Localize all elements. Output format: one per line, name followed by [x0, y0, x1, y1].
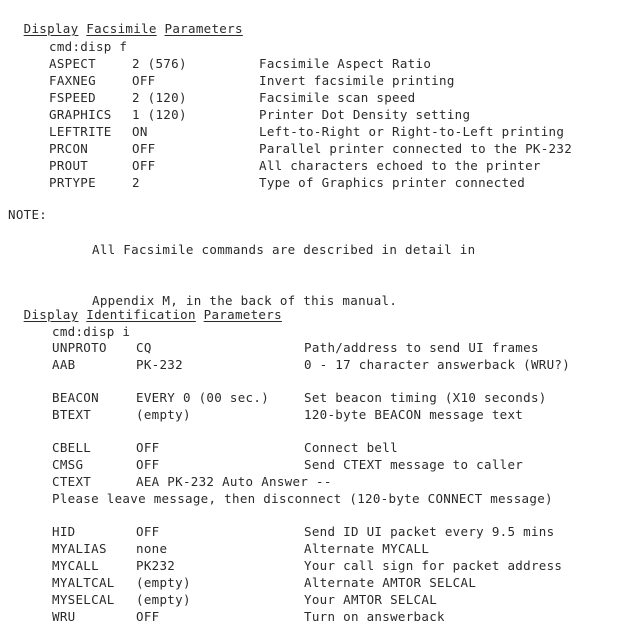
- parameter-desc: 0 - 17 character answerback (WRU?): [304, 357, 571, 372]
- parameter-value: EVERY 0 (00 sec.): [136, 390, 270, 405]
- parameter-name: MYSELCAL: [52, 592, 115, 607]
- parameter-desc: Your AMTOR SELCAL: [304, 592, 438, 607]
- id-command: cmd:disp i: [52, 324, 131, 339]
- parameter-value: (empty): [136, 575, 191, 590]
- parameter-name: AAB: [52, 357, 76, 372]
- parameter-desc: Send CTEXT message to caller: [304, 457, 524, 472]
- parameter-value: 1 (120): [132, 107, 187, 122]
- parameter-desc: Facsimile scan speed: [259, 90, 416, 105]
- parameter-desc: Parallel printer connected to the PK-232: [259, 141, 573, 156]
- parameter-desc: Path/address to send UI frames: [304, 340, 539, 355]
- parameter-name: PROUT: [49, 158, 89, 173]
- parameter-name: PRTYPE: [49, 175, 96, 190]
- parameter-desc: Your call sign for packet address: [304, 558, 563, 573]
- parameter-desc: Facsimile Aspect Ratio: [259, 56, 432, 71]
- parameter-desc: Alternate AMTOR SELCAL: [304, 575, 477, 590]
- parameter-name: CTEXT: [52, 474, 92, 489]
- parameter-desc: Type of Graphics printer connected: [259, 175, 526, 190]
- parameter-desc: Turn on answerback: [304, 609, 445, 624]
- parameter-value: CQ: [136, 340, 152, 355]
- parameter-name: FSPEED: [49, 90, 96, 105]
- parameter-name: MYALTCAL: [52, 575, 115, 590]
- parameter-value: none: [136, 541, 168, 556]
- parameter-value: 2 (120): [132, 90, 187, 105]
- parameter-name: HID: [52, 524, 76, 539]
- parameter-desc: Invert facsimile printing: [259, 73, 455, 88]
- parameter-value: (empty): [136, 407, 191, 422]
- parameter-desc: All characters echoed to the printer: [259, 158, 541, 173]
- parameter-value: 2 (576): [132, 56, 187, 71]
- parameter-name: PRCON: [49, 141, 89, 156]
- parameter-value: PK-232: [136, 357, 183, 372]
- parameter-name: CBELL: [52, 440, 92, 455]
- parameter-name: CMSG: [52, 457, 84, 472]
- parameter-value: (empty): [136, 592, 191, 607]
- parameter-desc: Alternate MYCALL: [304, 541, 430, 556]
- id-section-heading: [8, 292, 282, 322]
- heading-word: Display: [23, 307, 79, 322]
- ctext-continuation: Please leave message, then disconnect (120-byte CONNECT message): [52, 491, 553, 506]
- note-line: Appendix M, in the back of this manual.: [92, 293, 398, 308]
- parameter-value: OFF: [132, 73, 156, 88]
- parameter-value: OFF: [136, 609, 160, 624]
- parameter-desc: Set beacon timing (X10 seconds): [304, 390, 547, 405]
- parameter-value: ON: [132, 124, 148, 139]
- parameter-value: OFF: [132, 141, 156, 156]
- parameter-name: GRAPHICS: [49, 107, 112, 122]
- parameter-value: 2: [132, 175, 140, 190]
- parameter-value: AEA PK-232 Auto Answer --: [136, 474, 332, 489]
- parameter-value: PK232: [136, 558, 176, 573]
- parameter-desc: Connect bell: [304, 440, 398, 455]
- parameter-name: MYALIAS: [52, 541, 107, 556]
- heading-word: Parameters: [203, 307, 282, 322]
- parameter-name: BTEXT: [52, 407, 92, 422]
- parameter-name: ASPECT: [49, 56, 96, 71]
- note-label: NOTE:: [8, 207, 48, 222]
- parameter-desc: 120-byte BEACON message text: [304, 407, 524, 422]
- parameter-value: OFF: [136, 440, 160, 455]
- heading-word: Facsimile: [86, 21, 157, 36]
- parameter-desc: Left-to-Right or Right-to-Left printing: [259, 124, 565, 139]
- parameter-name: LEFTRITE: [49, 124, 112, 139]
- parameter-value: OFF: [136, 457, 160, 472]
- parameter-desc: Send ID UI packet every 9.5 mins: [304, 524, 555, 539]
- heading-word: Identification: [86, 307, 196, 322]
- heading-word: Parameters: [164, 21, 243, 36]
- parameter-name: BEACON: [52, 390, 99, 405]
- parameter-value: OFF: [132, 158, 156, 173]
- fax-command: cmd:disp f: [49, 39, 128, 54]
- parameter-name: WRU: [52, 609, 76, 624]
- note-line: All Facsimile commands are described in detail in: [92, 242, 476, 257]
- parameter-value: OFF: [136, 524, 160, 539]
- parameter-name: FAXNEG: [49, 73, 96, 88]
- fax-section-heading: [8, 6, 243, 36]
- parameter-name: UNPROTO: [52, 340, 107, 355]
- parameter-desc: Printer Dot Density setting: [259, 107, 471, 122]
- heading-word: Display: [23, 21, 79, 36]
- parameter-name: MYCALL: [52, 558, 99, 573]
